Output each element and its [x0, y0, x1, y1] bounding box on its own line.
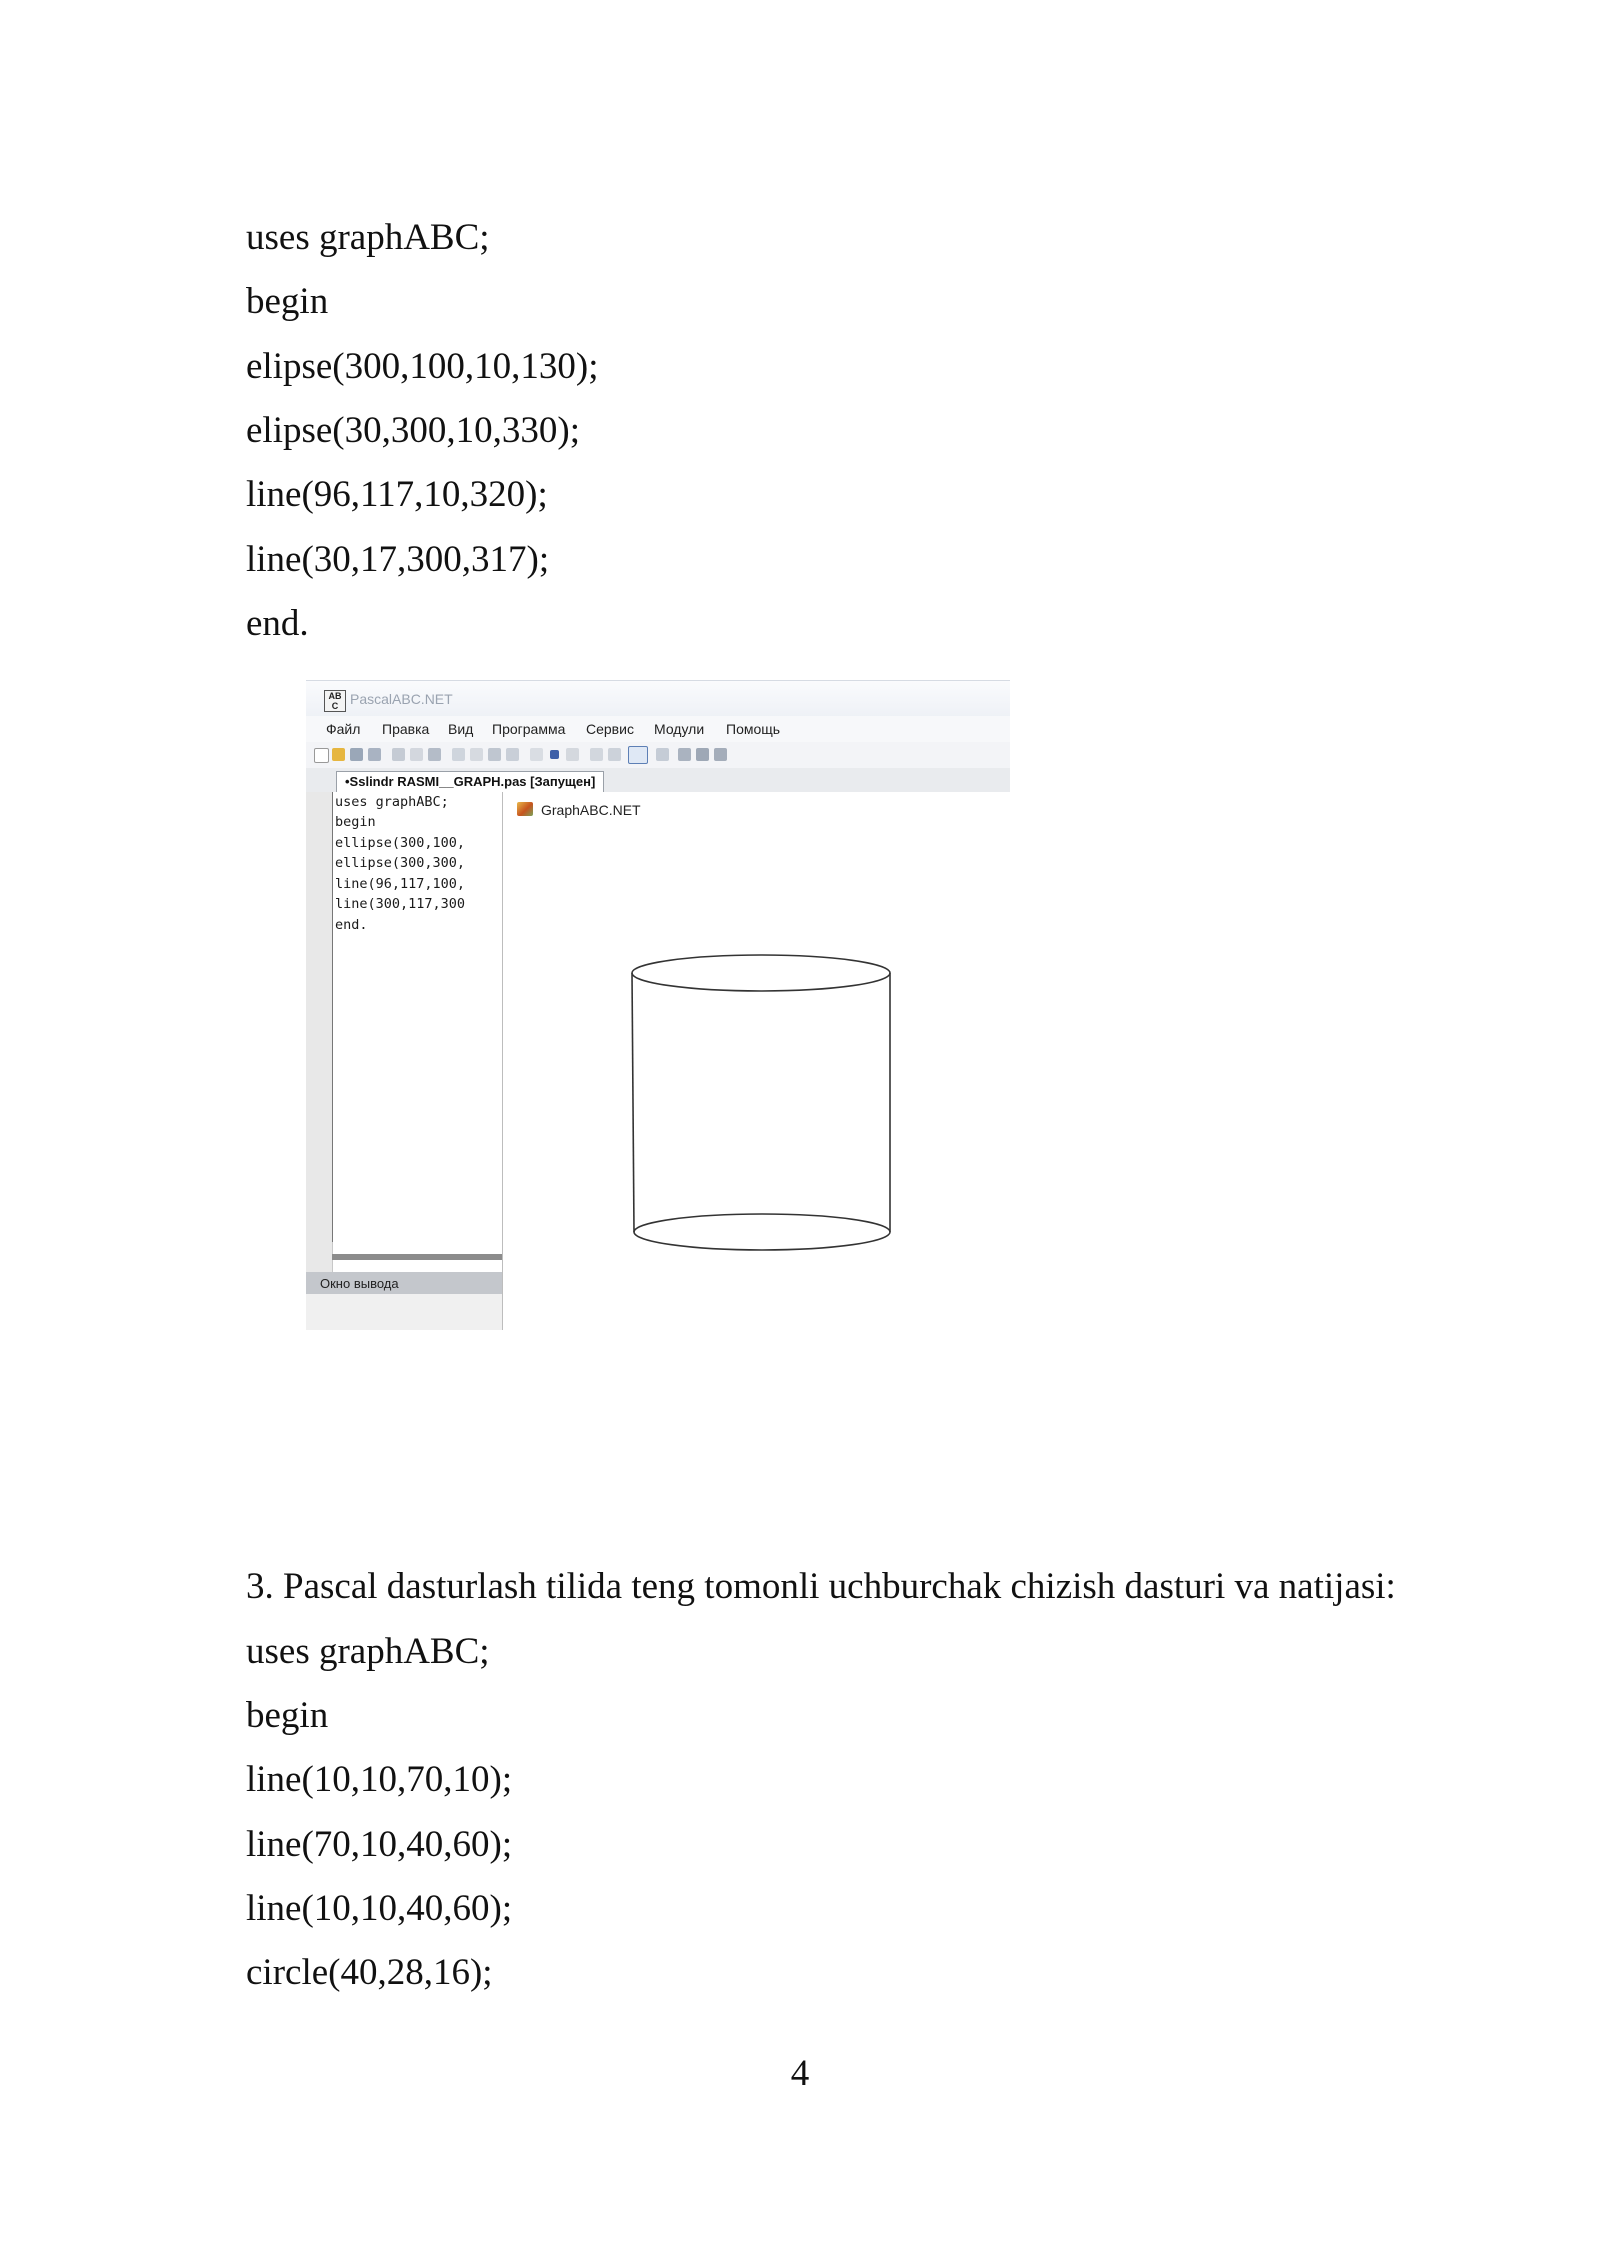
code-line: line(30,17,300,317); [246, 539, 550, 580]
ide-screenshot [306, 680, 1010, 1330]
ide-tabbar [306, 768, 1010, 793]
menu-item-help[interactable]: Помощь [726, 721, 781, 737]
compile-icon[interactable] [566, 748, 579, 761]
code-editor[interactable] [332, 792, 503, 1242]
code-line: line(96,117,10,320); [246, 474, 548, 515]
tab-sslindr-rasmi-graph[interactable]: •Sslindr RASMI__GRAPH.pas [Запущен] [336, 771, 604, 792]
code-line: elipse(300,100,10,130); [246, 346, 599, 387]
run-icon[interactable] [530, 748, 543, 761]
graphabc-canvas [503, 792, 1010, 1330]
undo-icon[interactable] [452, 748, 465, 761]
menu-item-program[interactable]: Программа [492, 721, 566, 737]
replace-icon[interactable] [506, 748, 519, 761]
ide-menubar [306, 716, 1010, 742]
output-panel-header [306, 1272, 502, 1294]
cut-icon[interactable] [410, 748, 423, 761]
code-line: uses graphABC; [246, 1631, 490, 1672]
copy-icon[interactable] [428, 748, 441, 761]
editor-line: line(300,117,300 [335, 896, 466, 912]
section-heading: 3. Pascal dasturlash tilida teng tomonli uchburchak chizish dasturi va natijasi: [246, 1566, 1396, 1607]
editor-line: begin [335, 814, 376, 830]
graphabc-window [502, 792, 1010, 1330]
pascalabc-app-icon: AB C [324, 690, 346, 712]
editor-gutter [306, 792, 333, 1330]
layout-icon[interactable] [696, 748, 709, 761]
output-window-icon[interactable] [628, 746, 648, 764]
code-line: begin [246, 1695, 329, 1736]
find-icon[interactable] [488, 748, 501, 761]
stop-icon[interactable] [550, 750, 559, 759]
print-icon[interactable] [392, 748, 405, 761]
code-line: end. [246, 603, 309, 644]
output-panel [306, 1294, 502, 1330]
code-line: line(10,10,40,60); [246, 1888, 513, 1929]
save-icon[interactable] [350, 748, 363, 761]
menu-item-view[interactable]: Вид [448, 721, 474, 737]
editor-line: line(96,117,100, [335, 876, 466, 892]
code-line: line(70,10,40,60); [246, 1824, 513, 1865]
page-number: 4 [790, 2053, 810, 2094]
code-line: elipse(30,300,10,330); [246, 410, 580, 451]
menu-item-file[interactable]: Файл [326, 721, 361, 737]
cylinder-top-ellipse [632, 955, 890, 991]
cylinder-left-edge [632, 973, 634, 1232]
graphabc-window-icon [517, 802, 533, 816]
step-into-icon[interactable] [608, 748, 621, 761]
window-icon[interactable] [678, 748, 691, 761]
editor-line: end. [335, 917, 368, 933]
code-line: circle(40,28,16); [246, 1952, 493, 1993]
ide-toolbar [306, 742, 1010, 768]
redo-icon[interactable] [470, 748, 483, 761]
code-line: line(10,10,70,10); [246, 1759, 513, 1800]
menu-item-modules[interactable]: Модули [654, 721, 705, 737]
new-file-icon[interactable] [314, 748, 329, 763]
form-icon[interactable] [714, 748, 727, 761]
code-line: uses graphABC; [246, 217, 490, 258]
cylinder-bottom-ellipse [634, 1214, 890, 1250]
save-all-icon[interactable] [368, 748, 381, 761]
graphabc-window-title: GraphABC.NET [541, 802, 641, 818]
editor-line: ellipse(300,100, [335, 835, 466, 851]
code-line: begin [246, 281, 329, 322]
editor-line: ellipse(300,300, [335, 855, 466, 871]
open-folder-icon[interactable] [332, 748, 345, 761]
menu-item-edit[interactable]: Правка [382, 721, 430, 737]
ide-window-title: PascalABC.NET [350, 691, 453, 707]
output-panel-label: Окно вывода [320, 1276, 399, 1291]
ide-titlebar [306, 680, 1010, 717]
step-over-icon[interactable] [590, 748, 603, 761]
editor-line: uses graphABC; [335, 794, 449, 810]
menu-item-service[interactable]: Сервис [586, 721, 634, 737]
debug-icon[interactable] [656, 748, 669, 761]
editor-horizontal-scrollbar[interactable] [332, 1254, 502, 1260]
